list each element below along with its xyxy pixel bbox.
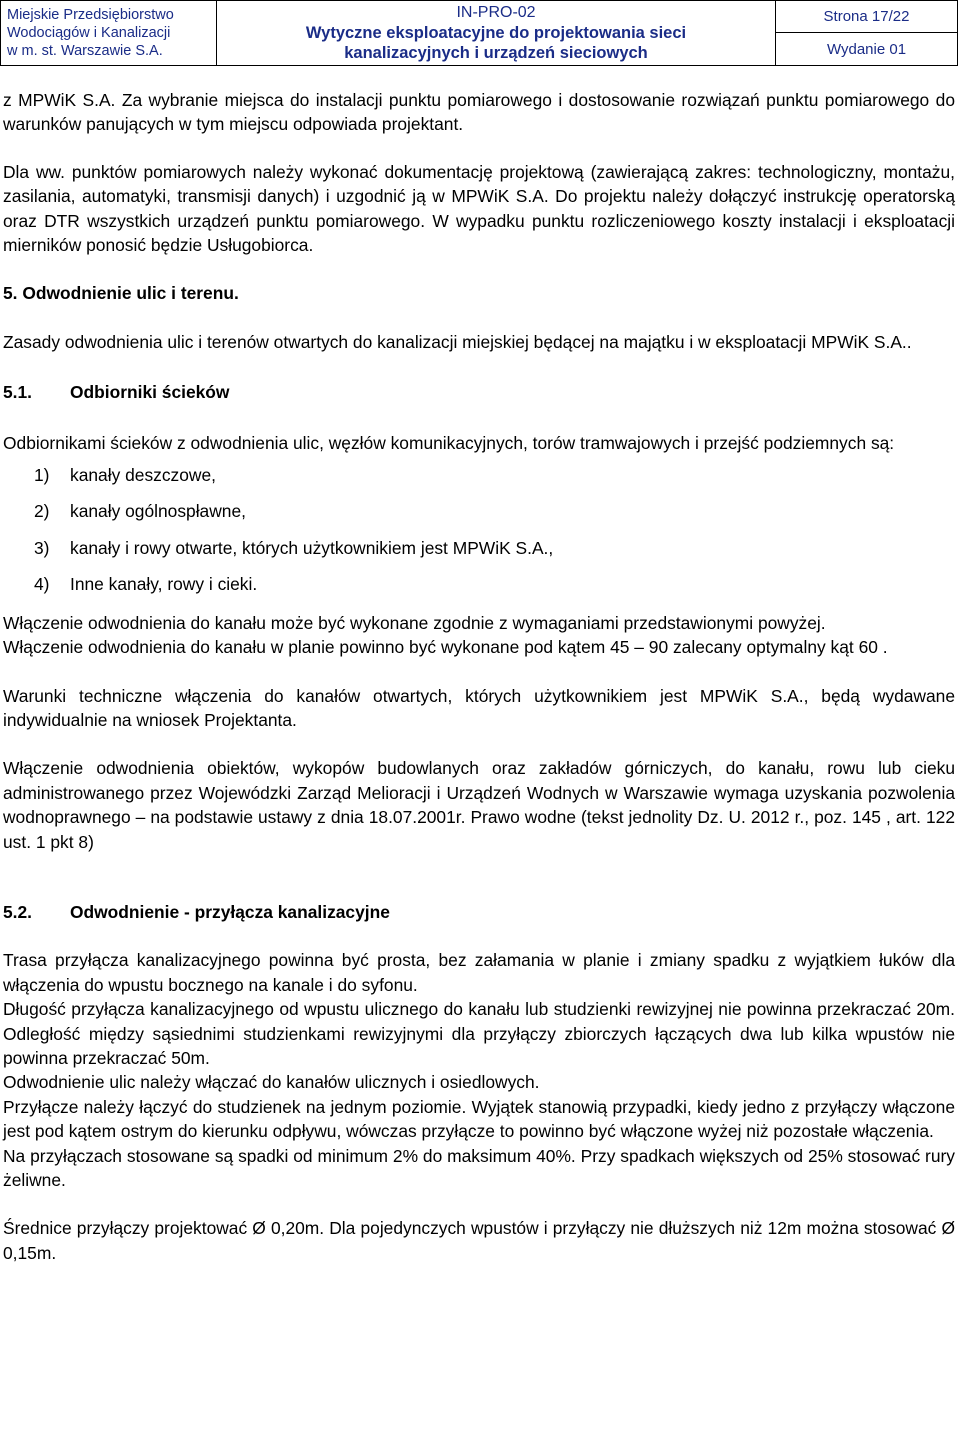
document-body	[3, 88, 955, 1265]
paragraph: Długość przyłącza kanalizacyjnego od wpustu ulicznego do kanału lub studzienki rewizyjnej nie powinna przekraczać 20m. Odległość między sąsiednimi studzienkami rewizyjnymi dla przyłączy zbiorczych łączących dwa lub kilka wpustów nie powinna przekraczać 50m.	[3, 999, 955, 1068]
paragraph: Dla ww. punktów pomiarowych należy wykonać dokumentację projektową (zawierającą zakres: technologiczny, montażu, zasilania, automatyki, transmisji danych) i uzgodnić ją w MPWiK S.A. Do projektu należy dołączyć instrukcję operatorską oraz DTR wszystkich urządzeń punktu pomiarowego. W wypadku punktu rozliczeniowego koszty instalacji i eksploatacji mierników ponosić będzie Usługobiorca.	[3, 161, 955, 256]
paragraph: Włączenie odwodnienia obiektów, wykopów budowlanych oraz zakładów górniczych, do kanału, rowu lub cieku administrowanego przez Wojewódzki Zarząd Melioracji i Urządzeń Wodnych w Warszawie wymaga uzyskania pozwolenia wodnoprawnego – na podstawie ustawy z dnia 18.07.2001r. Prawo wodne (tekst jednolity Dz. U. 2012 r., poz. 145 , art. 122 ust. 1 pkt 8)	[3, 758, 955, 852]
section-heading-5-1: 5.1. Odbiorniki ścieków	[3, 382, 230, 403]
document-title-cell	[217, 1, 776, 66]
paragraph: Warunki techniczne włączenia do kanałów otwartych, których użytkownikiem jest MPWiK S.A., będą wydawane indywidualnie na wniosek Projektanta.	[3, 685, 955, 730]
section-heading-5: 5. Odwodnienie ulic i terenu.	[3, 283, 239, 304]
edition-label: Wydanie 01	[776, 32, 957, 59]
paragraph: Średnice przyłączy projektować Ø 0,20m. Dla pojedynczych wpustów i przyłączy nie dłuższych niż 12m można stosować Ø 0,15m.	[3, 1218, 955, 1263]
paragraph: z MPWiK S.A. Za wybranie miejsca do instalacji punktu pomiarowego i dostosowanie rozwiązań punktu pomiarowego do warunków panujących w tym miejscu odpowiada projektant.	[3, 90, 955, 135]
page-header	[0, 0, 960, 68]
page-number: Strona 17/22	[823, 7, 910, 25]
paragraph: Zasady odwodnienia ulic i terenów otwartych do kanalizacji miejskiej będącej na majątku i w eksploatacji MPWiK S.A..	[3, 331, 912, 352]
company-line-1: Miejskie Przedsiębiorstwo	[7, 7, 174, 23]
header-table	[0, 0, 958, 66]
company-line-2: Wodociągów i Kanalizacji	[7, 25, 171, 41]
list-item: 2) kanały ogólnospławne,	[34, 501, 246, 522]
paragraph: Przyłącze należy łączyć do studzienek na jednym poziomie. Wyjątek stanowią przypadki, kiedy jedno z przyłączy włączone jest pod kątem ostrym do kierunku odpływu, wówczas przyłącze to powinno być włączone wyżej niż pozostałe włączenia.	[3, 1096, 955, 1142]
page-info-cell	[776, 1, 958, 66]
section-heading-5-2: 5.2. Odwodnienie - przyłącza kanalizacyjne	[3, 901, 390, 922]
list-item: 3) kanały i rowy otwarte, których użytkownikiem jest MPWiK S.A.,	[34, 537, 554, 558]
document-title-line-2: kanalizacyjnych i urządzeń sieciowych	[344, 44, 648, 62]
list-item: 1) kanały deszczowe,	[34, 465, 216, 486]
paragraph: Odwodnienie ulic należy włączać do kanałów ulicznych i osiedlowych.	[3, 1072, 540, 1093]
paragraph: Włączenie odwodnienia do kanału w planie powinno być wykonane pod kątem 45 – 90 zalecany optymalny kąt 60 .	[3, 637, 888, 658]
paragraph: Włączenie odwodnienia do kanału może być wykonane zgodnie z wymaganiami przedstawionymi powyżej.	[3, 612, 826, 633]
paragraph: Trasa przyłącza kanalizacyjnego powinna być prosta, bez załamania w planie i zmiany spadku z wyjątkiem łuków dla włączenia do wpustu bocznego na kanale i do syfonu.	[3, 950, 955, 995]
document-title-line-1: Wytyczne eksploatacyjne do projektowania sieci	[305, 24, 687, 42]
company-line-3: w m. st. Warszawie S.A.	[7, 43, 163, 59]
list-item: 4) Inne kanały, rowy i cieki.	[34, 574, 258, 595]
paragraph: Na przyłączach stosowane są spadki od minimum 2% do maksimum 40%. Przy spadkach większych od 25% stosować rury żeliwne.	[3, 1145, 955, 1190]
company-name	[1, 1, 217, 66]
paragraph: Odbiornikami ścieków z odwodnienia ulic, węzłów komunikacyjnych, torów tramwajowych i przejść podziemnych są:	[3, 432, 895, 453]
document-code: IN-PRO-02	[456, 4, 536, 21]
